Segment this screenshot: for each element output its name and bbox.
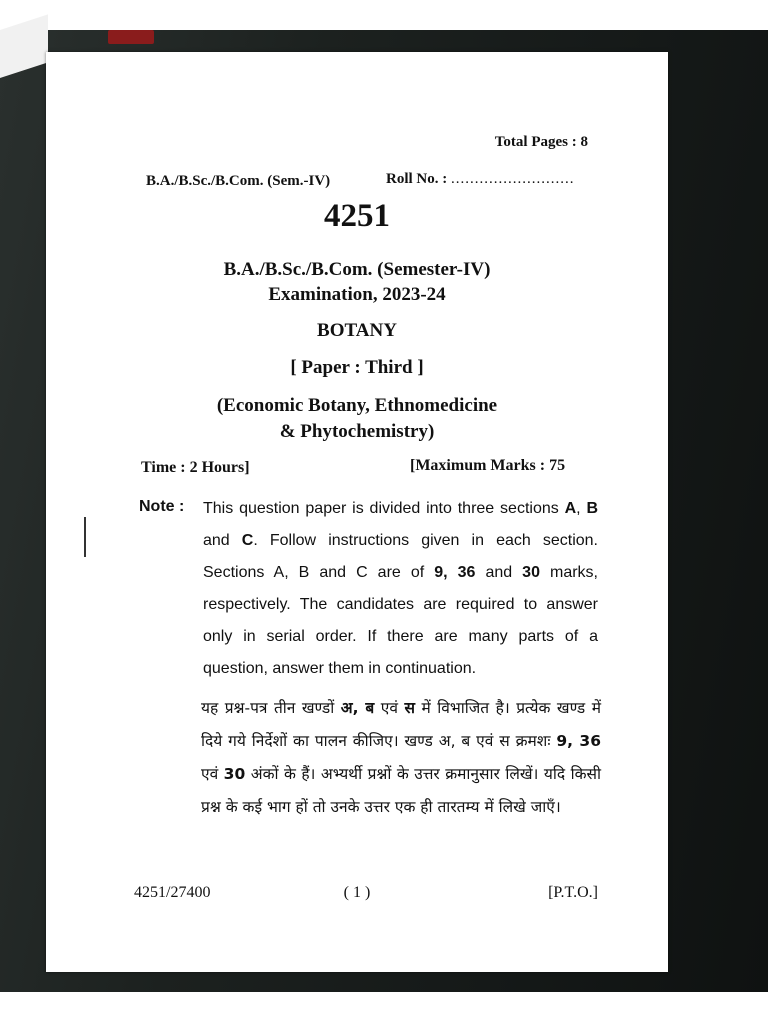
note-section-a: A [564,500,577,517]
note-label: Note : [139,498,185,515]
note-text-part: , [576,500,587,517]
hindi-text-part: में विभाजित है। प्रत्येक खण्ड में दिये गये निर्देशों का पालन कीजिए। खण्ड अ, ब एवं स क्रमशः [201,699,601,750]
paper-description-line1: (Economic Botany, Ethnomedicine [216,395,498,416]
total-pages: Total Pages : 8 [494,134,588,150]
exam-title: B.A./B.Sc./B.Com. (Semester-IV) [223,259,491,280]
hindi-bold: अ, ब [340,699,375,717]
hindi-bold: स [404,699,415,717]
hindi-bold: 30 [223,765,246,783]
subject-title: BOTANY [317,320,397,341]
hindi-bold: 9, 36 [556,732,601,750]
please-turn-over: [P.T.O.] [548,884,598,901]
exam-question-paper [46,52,668,972]
note-text-part: and [475,564,523,581]
pencil-mark [84,517,86,557]
note-english-text [203,493,598,685]
note-text-part: . Follow instructions given in each section. Sections A, B and C are of [203,532,598,581]
red-tape-strip [108,30,154,44]
footer-paper-code: 4251/27400 [134,884,211,901]
hindi-text-part: अंकों के हैं। अभ्यर्थी प्रश्नों के उत्तर क्रमानुसार लिखें। यदि किसी प्रश्न के कई भाग हों तो उनके उत्तर एक ही तारतम्य में लिखे जाएँ। [201,765,601,816]
roll-number-label: Roll No. : [386,171,448,187]
paper-description-line2: & Phytochemistry) [279,421,435,442]
paper-number: [ Paper : Third ] [290,357,424,378]
note-text-part: This question paper is divided into three sections [203,500,565,517]
note-text-part: and [203,532,242,549]
note-section-b: B [586,500,599,517]
note-section-c: C [241,532,254,549]
roll-number-blank: .......................... [451,171,575,187]
page-number: ( 1 ) [343,884,371,901]
time-allowed: Time : 2 Hours] [141,459,250,476]
note-hindi-text [201,692,601,824]
note-marks-bold: 30 [522,564,540,581]
hindi-text-part: एवं [201,765,224,783]
note-text-part: marks, respectively. The candidates are required to answer only in serial order. If there are many parts of a question, answer them in continuation. [203,564,599,677]
hindi-text-part: एवं [374,699,405,717]
course-short: B.A./B.Sc./B.Com. (Sem.-IV) [146,173,331,189]
exam-year: Examination, 2023-24 [268,284,446,305]
note-marks-bold: 9, 36 [434,564,476,581]
roll-number-line [386,171,575,188]
paper-code: 4251 [324,198,390,234]
maximum-marks: [Maximum Marks : 75 [410,457,566,474]
hindi-text-part: यह प्रश्न-पत्र तीन खण्डों [201,699,341,717]
